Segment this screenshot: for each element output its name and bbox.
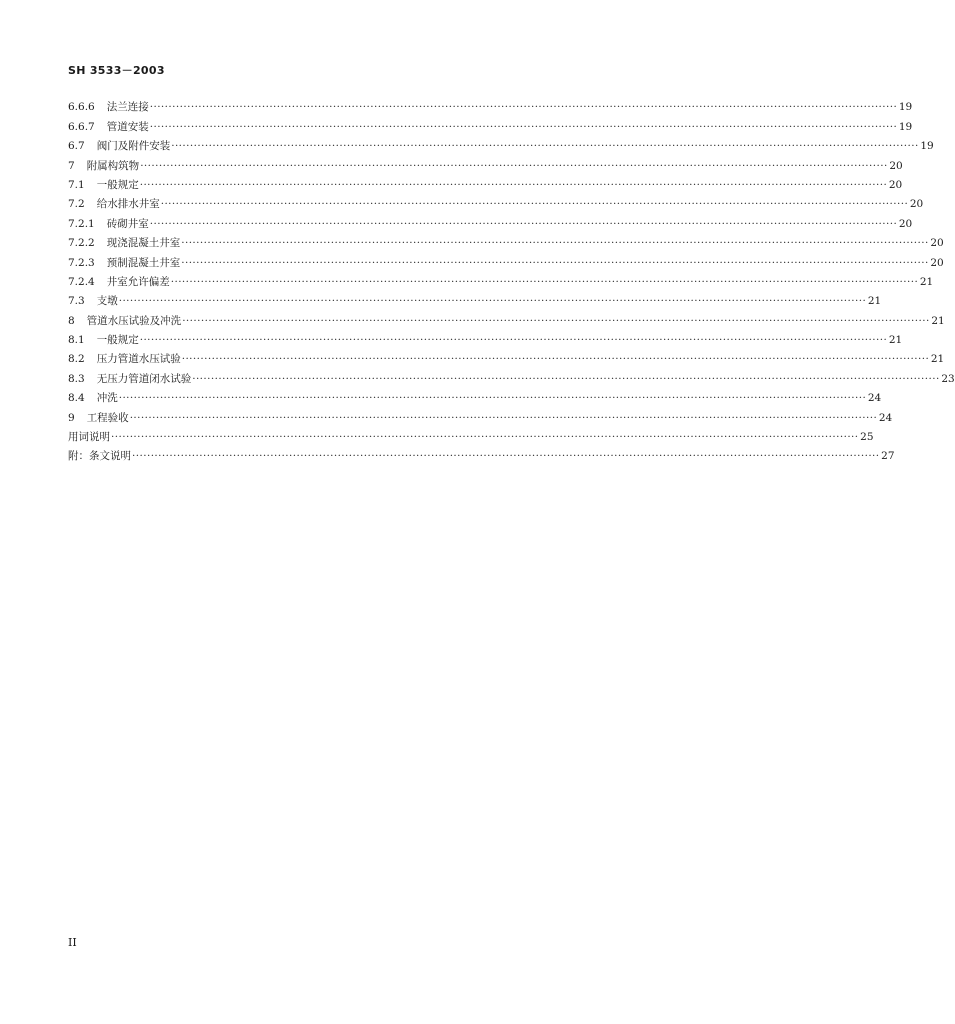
- toc-section-title: 管道安装: [106, 120, 149, 133]
- toc-section-number: 7.2: [68, 198, 85, 211]
- toc-section-number: 6.6.6: [68, 101, 95, 114]
- toc-leader-dots: ········································································································································································································: [181, 237, 929, 250]
- toc-page-number: 20: [889, 159, 903, 172]
- toc-section-title: 附：条文说明: [68, 450, 131, 463]
- toc-leader-dots: ········································································································································································································: [140, 159, 888, 172]
- toc-section-title: 一般规定: [96, 178, 139, 191]
- toc-section-number: 8: [68, 314, 75, 327]
- toc-leader-dots: ········································································································································································································: [171, 140, 919, 153]
- toc-section-title: 压力管道水压试验: [96, 353, 181, 366]
- toc-entry: [68, 191, 924, 211]
- toc-leader-dots: ········································································································································································································: [118, 295, 867, 308]
- toc-page-number: 19: [920, 140, 934, 153]
- toc-page-number: 24: [867, 392, 882, 405]
- toc-page-number: 20: [930, 237, 944, 250]
- toc-section-title: 现浇混凝土井室: [106, 237, 181, 250]
- toc-section-title: 井室允许偏差: [106, 275, 170, 288]
- toc-leader-dots: ········································································································································································································: [181, 353, 930, 366]
- toc-page-number: 25: [860, 431, 874, 444]
- toc-section-title: 用词说明: [68, 431, 110, 444]
- toc-entry: [68, 210, 913, 230]
- toc-section-title: 无压力管道闭水试验: [96, 372, 192, 385]
- toc-section-title: 支墩: [96, 295, 118, 308]
- toc-leader-dots: ········································································································································································································: [182, 314, 930, 327]
- toc-section-title: 法兰连接: [106, 101, 149, 114]
- toc-section-number: 7.3: [68, 295, 85, 308]
- toc-page-number: 23: [941, 372, 955, 385]
- toc-leader-dots: ········································································································································································································: [129, 411, 878, 424]
- toc-entry: [68, 230, 944, 250]
- toc-entry: [68, 365, 955, 385]
- toc-section-number: 7: [68, 159, 75, 172]
- toc-section-title: 管道水压试验及冲洗: [86, 314, 182, 327]
- toc-page-number: 20: [909, 198, 924, 211]
- toc-entry: [68, 404, 893, 424]
- toc-section-number: 8.4: [68, 392, 85, 405]
- toc-entry: [68, 443, 895, 463]
- toc-section-title: 冲洗: [96, 392, 118, 405]
- toc-page-number: 21: [888, 334, 903, 347]
- toc-leader-dots: ········································································································································································································: [139, 334, 888, 347]
- toc-entry: [68, 307, 945, 327]
- toc-entry: [68, 346, 945, 366]
- toc-page-number: 20: [898, 217, 913, 230]
- toc-section-number: 8.2: [68, 353, 85, 366]
- toc-entry: [68, 113, 913, 133]
- toc-leader-dots: ········································································································································································································: [149, 120, 898, 133]
- toc-section-number: 6.6.7: [68, 120, 95, 133]
- toc-page-number: 19: [898, 120, 913, 133]
- toc-page-number: 20: [888, 178, 903, 191]
- toc-entry: [68, 133, 934, 153]
- toc-section-title: 一般规定: [96, 334, 139, 347]
- document-code: SH 3533－2003: [68, 64, 165, 77]
- toc-leader-dots: ········································································································································································································: [132, 450, 880, 463]
- toc-page-number: 21: [867, 295, 882, 308]
- toc-leader-dots: ········································································································································································································: [181, 256, 929, 269]
- toc-leader-dots: ········································································································································································································: [139, 178, 888, 191]
- toc-section-number: 6.7: [68, 140, 85, 153]
- toc-leader-dots: ········································································································································································································: [192, 372, 940, 385]
- toc-section-title: 附属构筑物: [86, 159, 140, 172]
- toc-page-number: 24: [878, 411, 893, 424]
- toc-section-number: 7.2.2: [68, 237, 95, 250]
- toc-page-number: 27: [881, 450, 895, 463]
- toc-page-number: 21: [930, 353, 945, 366]
- toc-page-number: 21: [919, 275, 934, 288]
- toc-leader-dots: ········································································································································································································: [118, 392, 867, 405]
- table-of-contents: [68, 94, 955, 463]
- page-number: II: [68, 936, 77, 949]
- toc-page-number: 19: [898, 101, 913, 114]
- toc-leader-dots: ········································································································································································································: [170, 275, 919, 288]
- toc-leader-dots: ········································································································································································································: [111, 431, 859, 444]
- toc-leader-dots: ········································································································································································································: [149, 101, 898, 114]
- toc-section-number: 8.3: [68, 372, 85, 385]
- toc-section-number: 7.2.3: [68, 256, 95, 269]
- toc-section-number: 8.1: [68, 334, 85, 347]
- toc-entry: [68, 327, 903, 347]
- toc-section-number: 7.2.4: [68, 275, 95, 288]
- toc-leader-dots: ········································································································································································································: [149, 217, 898, 230]
- toc-section-title: 砖砌井室: [106, 217, 149, 230]
- toc-page-number: 21: [931, 314, 945, 327]
- toc-section-title: 工程验收: [86, 411, 129, 424]
- toc-leader-dots: ········································································································································································································: [160, 198, 909, 211]
- toc-section-number: 9: [68, 411, 75, 424]
- toc-section-title: 阀门及附件安装: [96, 140, 171, 153]
- toc-entry: [68, 249, 944, 269]
- toc-section-number: 7.2.1: [68, 217, 95, 230]
- toc-section-title: 预制混凝土井室: [106, 256, 181, 269]
- toc-section-number: 7.1: [68, 178, 85, 191]
- toc-entry: [68, 152, 903, 172]
- toc-entry: [68, 269, 934, 288]
- toc-entry: [68, 385, 882, 405]
- toc-entry: [68, 288, 882, 308]
- toc-entry: [68, 172, 903, 191]
- toc-section-title: 给水排水井室: [96, 198, 160, 211]
- toc-entry: [68, 424, 874, 444]
- toc-page-number: 20: [930, 256, 944, 269]
- toc-entry: [68, 94, 913, 114]
